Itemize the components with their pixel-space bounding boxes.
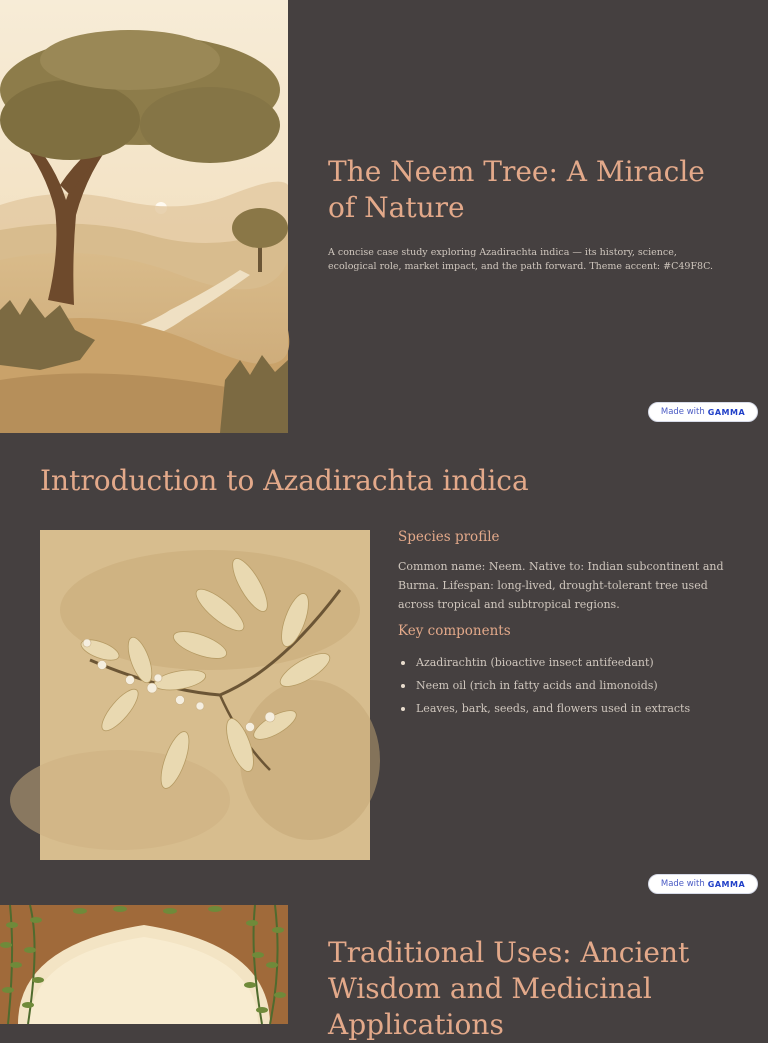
section-title: Traditional Uses: Ancient Wisdom and Medicinal Applications <box>328 936 690 1041</box>
page-title: The Neem Tree: A Miracle of Nature <box>328 155 705 224</box>
made-with-gamma-badge[interactable] <box>648 402 758 422</box>
made-with-gamma-badge[interactable] <box>648 874 758 894</box>
neem-tree-illustration <box>0 0 288 433</box>
introduction-slide <box>0 433 768 905</box>
title-slide <box>0 0 768 433</box>
key-components-heading: Key components <box>398 623 511 639</box>
neem-branch-illustration <box>40 530 370 860</box>
list-item: Azadirachtin (bioactive insect antifeedant) <box>398 651 728 674</box>
title-description: A concise case study exploring Azadirachta indica — its history, science, ecological role, market impact, and the path forward. Theme accent: #C49F8C. <box>328 247 714 272</box>
badge-prefix: Made with <box>660 879 705 889</box>
list-item: Neem oil (rich in fatty acids and limonoids) <box>398 674 728 697</box>
badge-prefix: Made with <box>660 407 705 417</box>
traditional-uses-slide <box>0 905 768 1041</box>
gamma-logo: GAMMA <box>707 879 746 889</box>
section-title: Introduction to Azadirachta indica <box>40 464 529 497</box>
species-profile-text: Common name: Neem. Native to: Indian subcontinent and Burma. Lifespan: long-lived, drought-tolerant tree used across tropical and subtropical regions. <box>398 560 724 611</box>
archway-vines-illustration <box>0 905 288 1024</box>
list-item: Leaves, bark, seeds, and flowers used in extracts <box>398 697 728 720</box>
species-info-column <box>398 527 728 720</box>
key-components-list <box>398 651 728 720</box>
gamma-logo: GAMMA <box>707 407 746 417</box>
species-profile-heading: Species profile <box>398 529 500 545</box>
